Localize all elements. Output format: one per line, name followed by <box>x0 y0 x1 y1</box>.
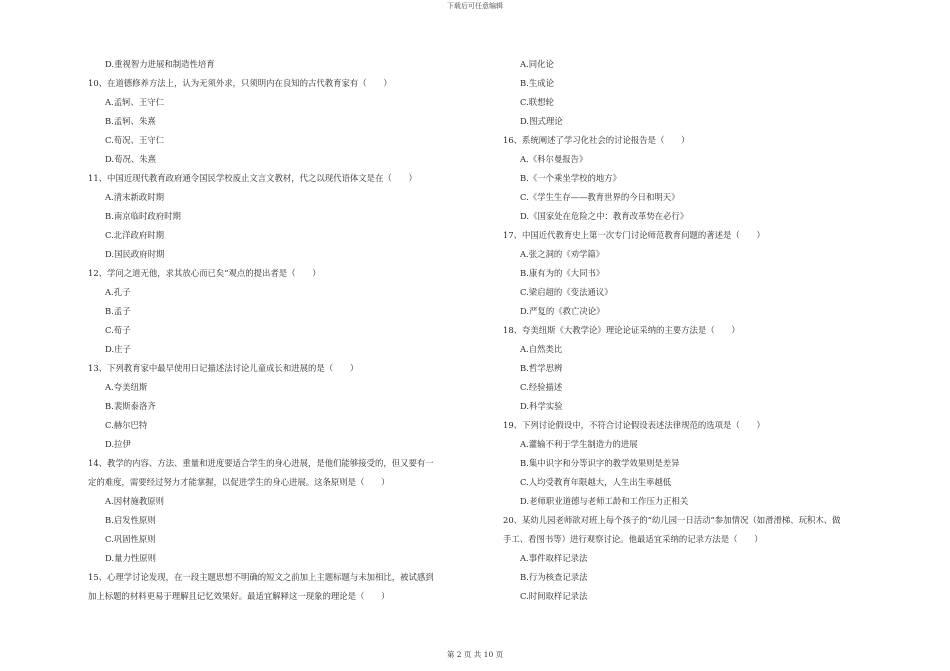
question-stem-continuation: 定的难度，需要经过努力才能掌握，以促进学生的身心进展。这条原则是（ ） <box>88 477 390 487</box>
question-stem-continuation: 手工、看图书等）进行观察讨论。他最适宜采纳的记录方法是（ ） <box>503 534 763 544</box>
answer-option: D.重视智力进展和制造性培育 <box>105 59 215 69</box>
answer-option: C.荀况、王守仁 <box>105 135 165 145</box>
answer-option: C.北洋政府时期 <box>105 230 165 240</box>
answer-option: B.《一个乘坐学校的地方》 <box>520 173 621 183</box>
question-stem: 16、系统阐述了学习化社会的讨论报告是（ ） <box>503 135 690 145</box>
answer-option: B.集中识字和分等识字的教学效果则是差异 <box>520 458 680 468</box>
answer-option: D.量力性原则 <box>105 553 156 563</box>
right-column <box>503 55 913 606</box>
answer-option: A.事件取样记录法 <box>520 553 588 563</box>
page-footer: 第 2 页 共 10 页 <box>446 650 504 659</box>
question-stem-continuation: 加上标题的材料更易于理解且记忆效果好。最适宜解释这一现象的理论是（ ） <box>88 591 390 601</box>
question-stem: 18、夸美纽斯《大教学论》理论论证采纳的主要方法是（ ） <box>503 325 740 335</box>
answer-option: C.赫尔巴特 <box>105 420 148 430</box>
answer-option: B.康有为的《大同书》 <box>520 268 605 278</box>
question-stem: 17、中国近代教育史上第一次专门讨论师范教育问题的著述是（ ） <box>503 230 765 240</box>
answer-option: B.裴斯泰洛齐 <box>105 401 156 411</box>
answer-option: A.孟轲、王守仁 <box>105 97 164 107</box>
answer-option: D.严复的《救亡决论》 <box>520 306 605 316</box>
question-stem: 13、下列教育家中最早使用日记描述法讨论儿童成长和进展的是（ ） <box>88 363 359 373</box>
answer-option: C.梁启超的《变法通议》 <box>520 287 613 297</box>
answer-option: C.时间取样记录法 <box>520 591 588 601</box>
page-header: 下载后可任意编辑 <box>447 2 503 10</box>
answer-option: B.启发性原则 <box>105 515 156 525</box>
answer-option: D.科学实验 <box>520 401 563 411</box>
answer-option: D.国民政府时期 <box>105 249 165 259</box>
question-stem: 11、中国近现代教育政府通令国民学校废止文言文教材，代之以现代语体文是在（ ） <box>88 173 417 183</box>
answer-option: D.庄子 <box>105 344 131 354</box>
answer-option: C.联想轮 <box>520 97 554 107</box>
answer-option: D.图式理论 <box>520 116 563 126</box>
answer-option: C.荀子 <box>105 325 131 335</box>
answer-option: D.拉伊 <box>105 439 131 449</box>
question-stem: 15、心理学讨论发现，在一段主题思想不明确的短文之前加上主题标题与未加相比，被试感到 <box>88 572 434 582</box>
answer-option: B.哲学思辨 <box>520 363 563 373</box>
question-stem: 20、某幼儿园老师欲对班上每个孩子的“幼儿园一日活动”参加情况（如滑滑梯、玩积木、做 <box>503 515 841 525</box>
question-stem: 14、教学的内容、方法、重量和进度要适合学生的身心进展，是他们能够接受的，但又要有一 <box>88 458 434 468</box>
answer-option: A.夸美纽斯 <box>105 382 148 392</box>
answer-option: C.巩固性原则 <box>105 534 156 544</box>
answer-option: A.《科尔曼报告》 <box>520 154 588 164</box>
answer-option: A.清末新政时期 <box>105 192 164 202</box>
answer-option: D.荀况、朱熹 <box>105 154 156 164</box>
left-column <box>88 55 488 606</box>
answer-option: A.孔子 <box>105 287 131 297</box>
answer-option: B.生成论 <box>520 78 554 88</box>
answer-option: D.《国家处在危险之中：教育改革势在必行》 <box>520 211 689 221</box>
answer-option: C.《学生生存——教育世界的今日和明天》 <box>520 192 680 202</box>
question-stem: 10、在道德修养方法上，认为无须外求，只须明内在良知的古代教育家有（ ） <box>88 78 392 88</box>
answer-option: C.人均受教育年限越大，人生出生率越低 <box>520 477 672 487</box>
answer-option: B.孟轲、朱熹 <box>105 116 156 126</box>
answer-option: B.行为核查记录法 <box>520 572 588 582</box>
answer-option: A.张之洞的《劝学篇》 <box>520 249 605 259</box>
answer-option: A.因材施教原则 <box>105 496 164 506</box>
answer-option: A.同化论 <box>520 59 554 69</box>
answer-option: A.自然类比 <box>520 344 563 354</box>
answer-option: B.南京临时政府时期 <box>105 211 181 221</box>
question-stem: 12、学问之道无他，求其放心而已矣”观点的提出者是（ ） <box>88 268 321 278</box>
answer-option: D.老师职业道德与老师工龄和工作压力正相关 <box>520 496 689 506</box>
question-stem: 19、下列讨论假设中，不符合讨论假设表述法律规范的选项是（ ） <box>503 420 765 430</box>
answer-option: B.孟子 <box>105 306 131 316</box>
answer-option: C.经验描述 <box>520 382 563 392</box>
answer-option: A.灌输不利于学生制造力的进展 <box>520 439 638 449</box>
